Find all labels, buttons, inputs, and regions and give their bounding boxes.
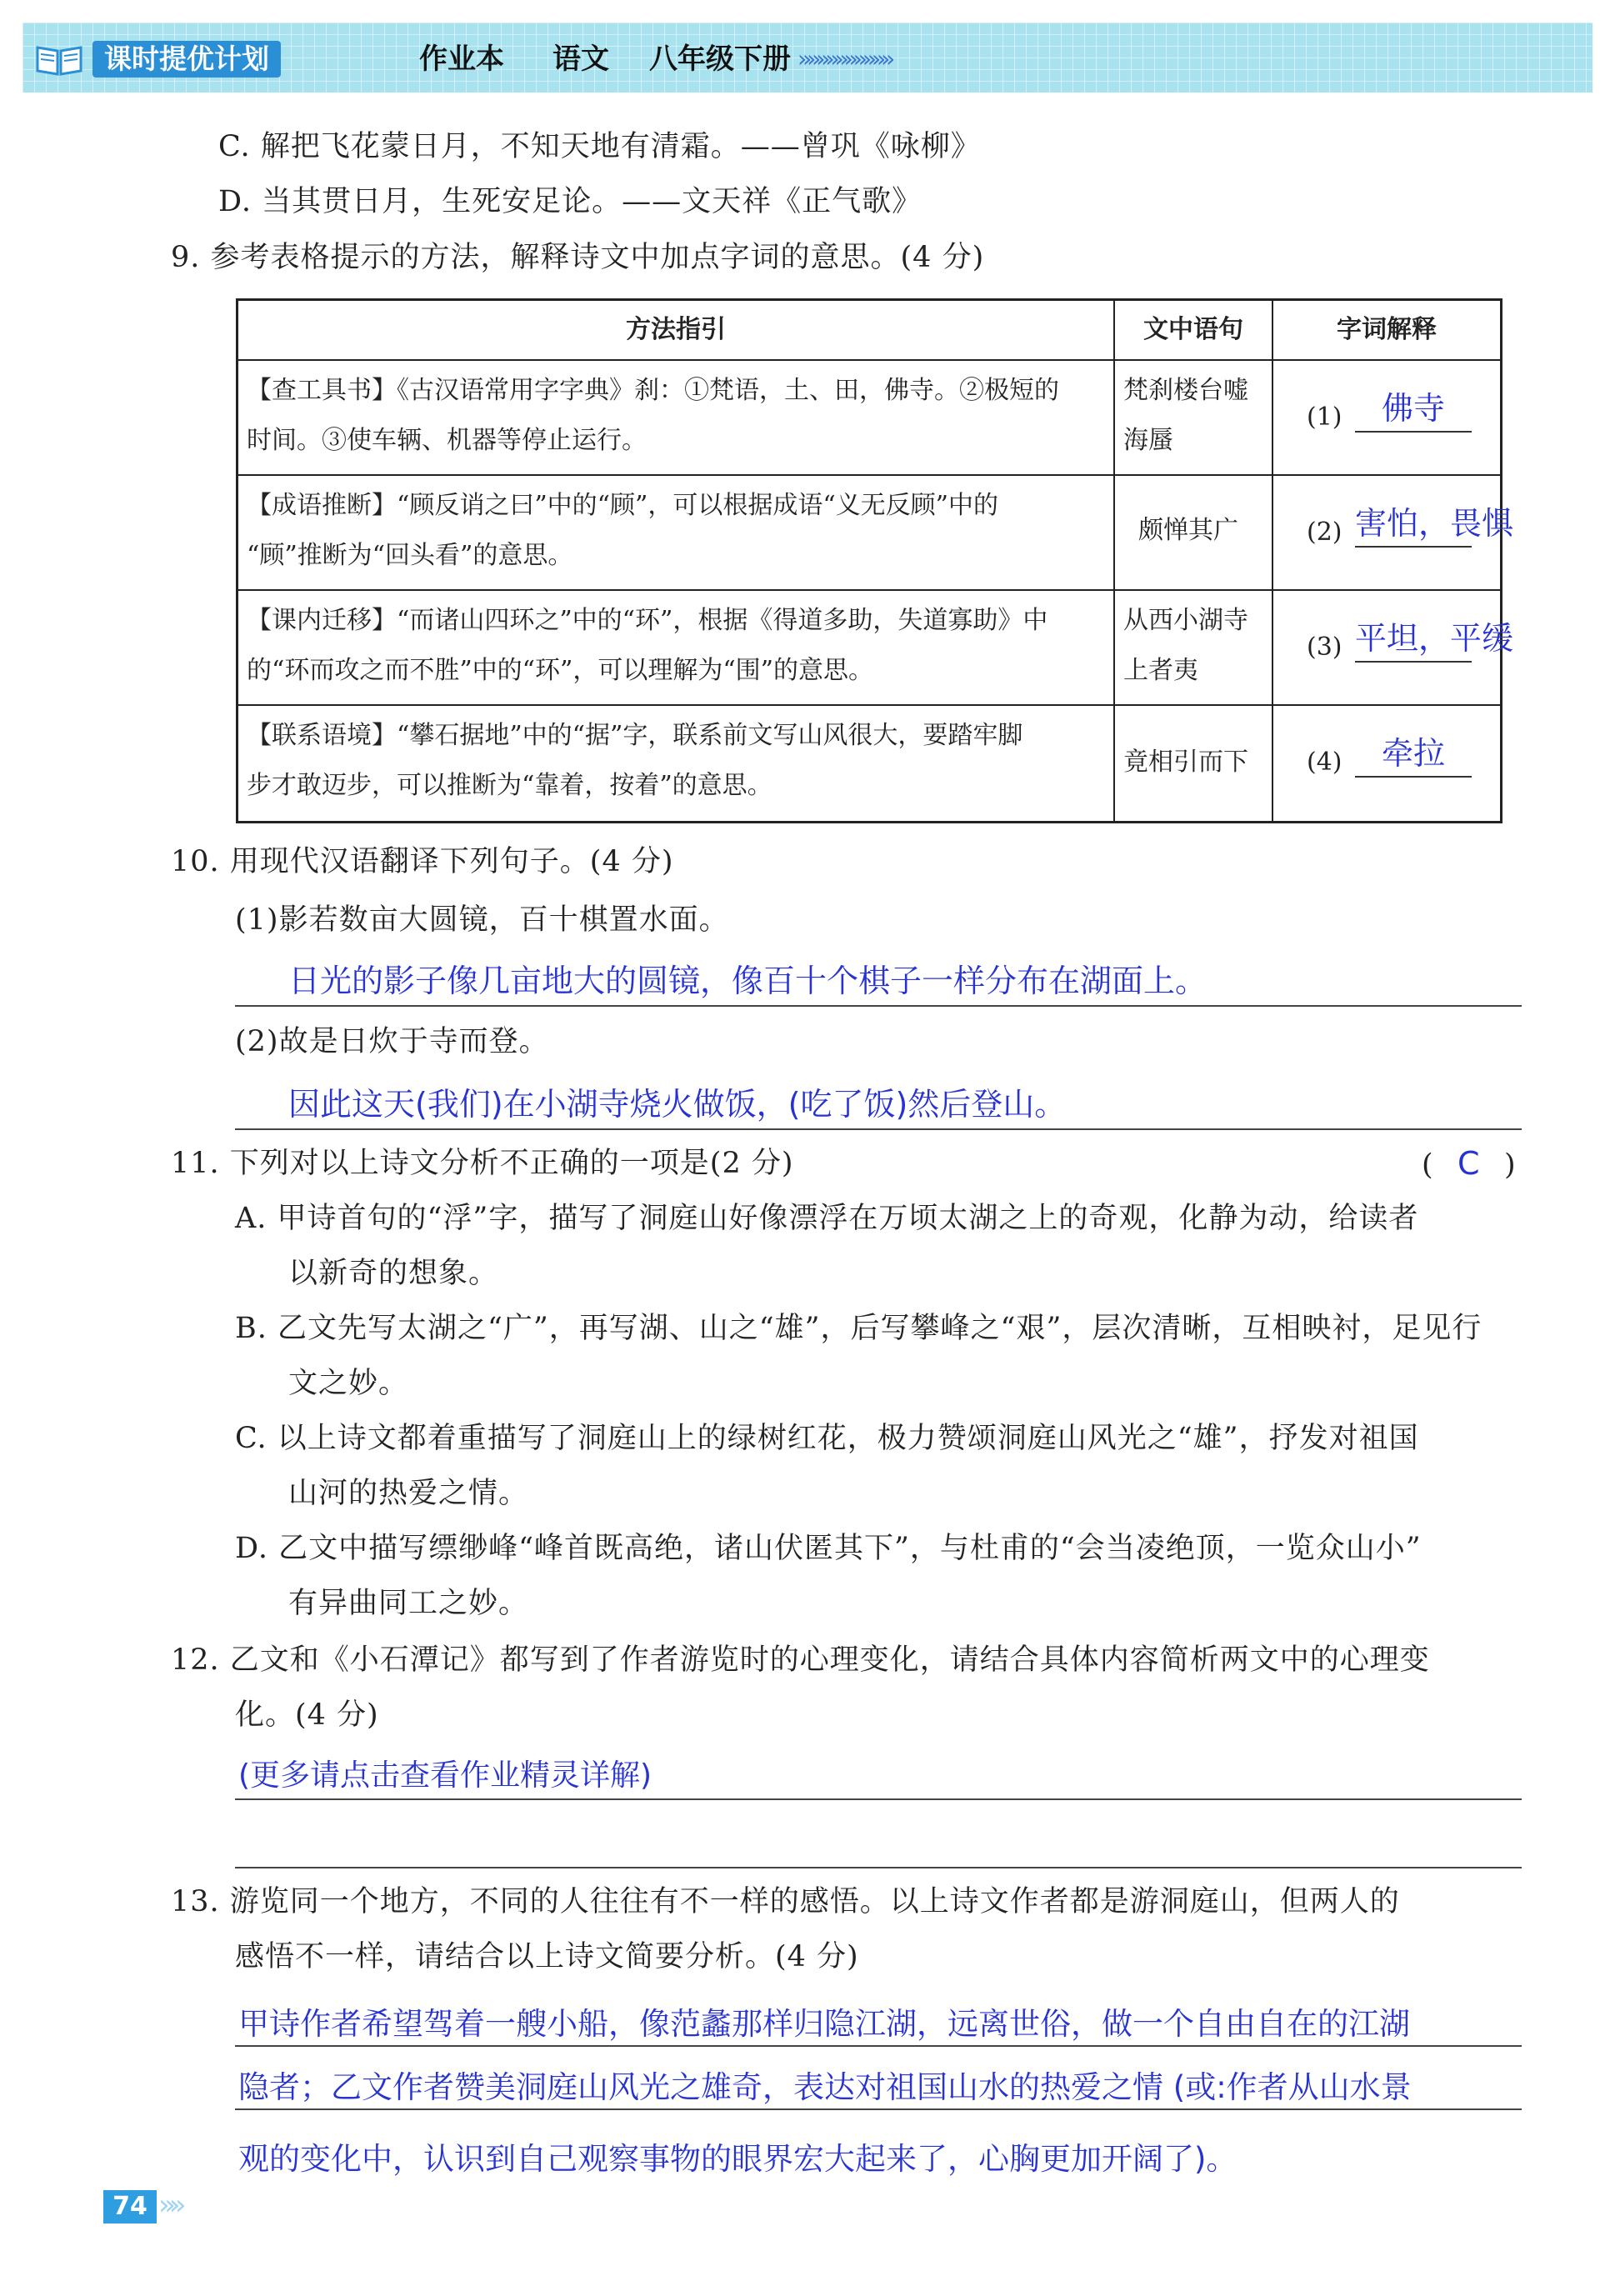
series-title: 课时提优计划 [92,41,281,78]
q10-answer-2: 因此这天(我们)在小湖寺烧火做饭，(吃了饭)然后登山。 [288,1086,1067,1123]
q11-answer-box [1422,1145,1522,1183]
subject-label: 语文 [552,43,609,76]
page-arrow-icon: »» [158,2188,180,2222]
q11-option-a-line1: A. 甲诗首句的“浮”字，描写了洞庭山好像漂浮在万顷太湖之上的奇观，化静为动，给读者 [235,1202,1419,1235]
q12-stem-line2: 化。(4 分) [235,1698,379,1732]
header-arrows: »»»»»»»»»» [798,45,891,73]
table-header-sentence: 文中语句 [1143,315,1243,344]
q9-stem: 9. 参考表格提示的方法，解释诗文中加点字词的意思。(4 分) [171,241,985,274]
q10-stem: 10. 用现代汉语翻译下列句子。(4 分) [171,845,674,878]
row3-sentence-line2: 上者夷 [1123,656,1198,685]
row1-sentence-line2: 海蜃 [1123,426,1173,455]
q13-stem-line2: 感悟不一样，请结合以上诗文简要分析。(4 分) [235,1940,859,1973]
row3-sentence-line1: 从西小湖寺 [1123,606,1248,635]
row1-answer: 佛寺 [1381,390,1445,427]
row4-method-line2: 步才敢迈步，可以推断为“靠着，按着”的意思。 [247,771,772,800]
row3-method-line2: 的“环而攻之而不胜”中的“环”，可以理解为“围”的意思。 [247,656,874,685]
table-header-meaning: 字词解释 [1337,315,1437,344]
row1-num: (1) [1307,403,1342,432]
q11-option-b-line2: 文之妙。 [288,1367,409,1400]
q13-stem-line1: 13. 游览同一个地方，不同的人往往有不一样的感悟。以上诗文作者都是游洞庭山，但两人的 [171,1885,1400,1918]
row1-sentence-line1: 梵刹楼台嘘 [1123,376,1248,405]
table-row [247,366,1113,466]
q11-option-b-line1: B. 乙文先写太湖之“广”，再写湖、山之“雄”，后写攀峰之“艰”，层次清晰，互相映衬，足见行 [235,1312,1482,1345]
row3-method-line1: 【课内迁移】“而诸山四环之”中的“环”，根据《得道多助，失道寡助》中 [247,606,1048,635]
table-row [247,481,1113,581]
q12-answer-link[interactable]: (更多请点击查看作业精灵详解) [238,1758,652,1793]
q10-sentence-1: (1)影若数亩大圆镜，百十棋置水面。 [235,903,729,937]
table-row [247,711,1113,811]
row2-method-line2: “顾”推断为“回头看”的意思。 [247,541,573,570]
q13-answer-line2: 隐者；乙文作者赞美洞庭山风光之雄奇，表达对祖国山水的热爱之情 (或:作者从山水景 [238,2069,1412,2105]
row1-method-line2: 时间。③使车辆、机器等停止运行。 [247,426,647,455]
book-icon [34,41,84,78]
row4-method-line1: 【联系语境】“攀石据地”中的“据”字，联系前文写山风很大，要踏牢脚 [247,721,1023,750]
row2-answer: 害怕，畏惧 [1355,505,1514,542]
row4-answer: 牵拉 [1381,735,1445,772]
row4-sentence: 竟相引而下 [1123,748,1248,777]
row3-num: (3) [1307,633,1342,662]
row3-answer: 平坦，平缓 [1355,620,1514,657]
q12-stem-line1: 12. 乙文和《小石潭记》都写到了作者游览时的心理变化，请结合具体内容简析两文中的心理变 [171,1643,1430,1677]
table-row [247,596,1113,696]
q11-option-a-line2: 以新奇的想象。 [288,1257,499,1290]
row1-method-line1: 【查工具书】《古汉语常用字字典》刹：①梵语，土、田，佛寺。②极短的 [247,376,1059,405]
row2-method-line1: 【成语推断】“顾反诮之曰”中的“顾”，可以根据成语“义无反顾”中的 [247,491,999,520]
q11-paren-open: ( [1422,1148,1434,1182]
method-table [236,298,1514,823]
row2-sentence: 颇惮其广 [1138,516,1238,545]
q13-answer-line3: 观的变化中，认识到自己观察事物的眼界宏大起来了，心胸更加开阔了)。 [238,2141,1238,2177]
page-number: 74 [103,2190,157,2223]
q11-option-c-line2: 山河的热爱之情。 [288,1477,529,1510]
q11-answer: C [1458,1145,1481,1182]
book-type: 作业本 [419,43,504,76]
q11-option-d-line2: 有异曲同工之妙。 [288,1587,529,1620]
q13-answer-line1: 甲诗作者希望驾着一艘小船，像范蠡那样归隐江湖，远离世俗，做一个自由自在的江湖 [238,2006,1410,2042]
q8-option-d: D. 当其贯日月，生死安足论。——文天祥《正气歌》 [218,185,922,218]
q10-sentence-2: (2)故是日炊于寺而登。 [235,1025,549,1058]
q11-paren-close: ) [1503,1148,1517,1182]
q11-option-d-line1: D. 乙文中描写缥缈峰“峰首既高绝，诸山伏匿其下”，与杜甫的“会当凌绝顶，一览众山小” [235,1532,1422,1565]
q10-answer-1: 日光的影子像几亩地大的圆镜，像百十个棋子一样分布在湖面上。 [288,963,1208,999]
q11-option-c-line1: C. 以上诗文都着重描写了洞庭山上的绿树红花，极力赞颂洞庭山风光之“雄”，抒发对祖国 [235,1422,1419,1455]
row4-num: (4) [1307,748,1342,777]
header-banner [22,23,1592,93]
grade-label: 八年级下册 [649,43,791,76]
table-header-method: 方法指引 [626,315,726,344]
q8-option-c: C. 解把飞花蒙日月，不知天地有清霜。——曾巩《咏柳》 [218,130,981,163]
q11-stem: 11. 下列对以上诗文分析不正确的一项是(2 分) [171,1147,794,1180]
row2-num: (2) [1307,518,1342,547]
